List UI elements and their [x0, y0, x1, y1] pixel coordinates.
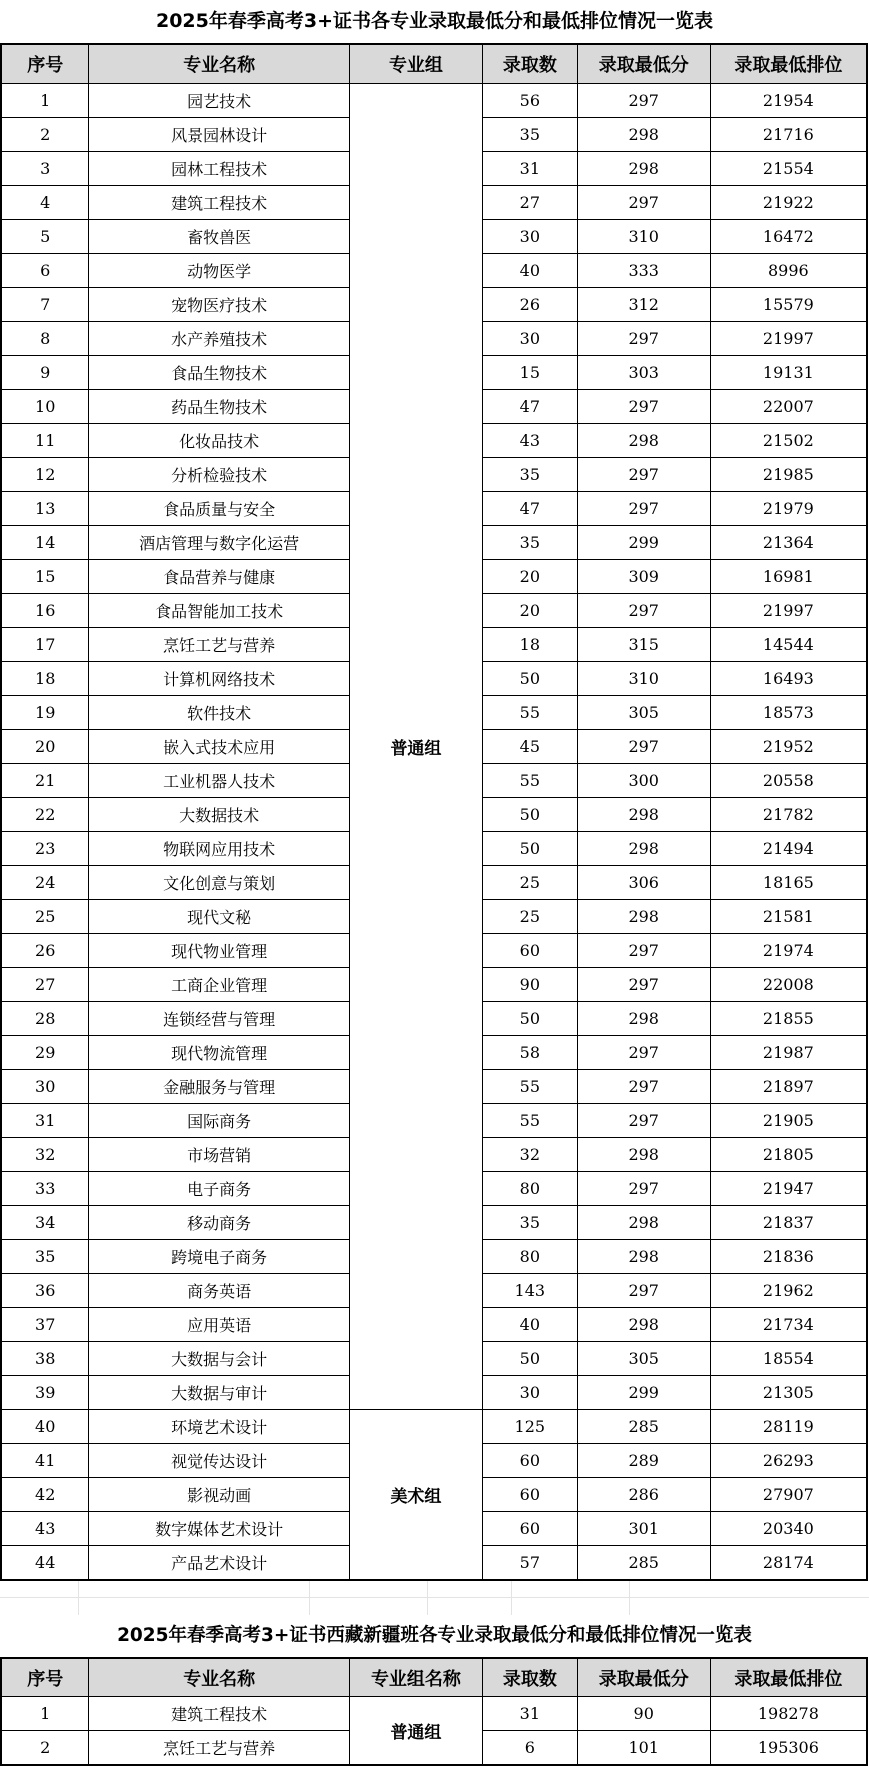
row-index: 1: [1, 84, 89, 118]
row-index: 31: [1, 1104, 89, 1138]
admitted-count: 15: [482, 356, 577, 390]
row-index: 2: [1, 1731, 89, 1766]
min-score: 309: [577, 560, 710, 594]
min-score: 298: [577, 1206, 710, 1240]
min-score: 298: [577, 1240, 710, 1274]
min-score: 297: [577, 1070, 710, 1104]
row-index: 11: [1, 424, 89, 458]
min-score: 298: [577, 1308, 710, 1342]
row-index: 21: [1, 764, 89, 798]
major-name: 园林工程技术: [89, 152, 349, 186]
admitted-count: 50: [482, 832, 577, 866]
admitted-count: 55: [482, 1070, 577, 1104]
xizang-xinjiang-table: [0, 1657, 868, 1766]
row-index: 2: [1, 118, 89, 152]
header-group: 专业组: [349, 44, 482, 84]
min-score: 297: [577, 968, 710, 1002]
admitted-count: 31: [482, 1697, 577, 1731]
admitted-count: 25: [482, 900, 577, 934]
admitted-count: 31: [482, 152, 577, 186]
min-score: 101: [577, 1731, 710, 1766]
row-index: 39: [1, 1376, 89, 1410]
major-name: 工商企业管理: [89, 968, 349, 1002]
admitted-count: 30: [482, 220, 577, 254]
admitted-count: 50: [482, 1002, 577, 1036]
admitted-count: 80: [482, 1240, 577, 1274]
min-rank: 21554: [710, 152, 867, 186]
row-index: 18: [1, 662, 89, 696]
min-score: 305: [577, 696, 710, 730]
major-name: 宠物医疗技术: [89, 288, 349, 322]
min-score: 297: [577, 322, 710, 356]
admitted-count: 57: [482, 1546, 577, 1581]
admitted-count: 50: [482, 662, 577, 696]
major-name: 物联网应用技术: [89, 832, 349, 866]
admitted-count: 35: [482, 118, 577, 152]
min-score: 299: [577, 1376, 710, 1410]
admitted-count: 47: [482, 492, 577, 526]
min-score: 286: [577, 1478, 710, 1512]
min-rank: 22008: [710, 968, 867, 1002]
min-rank: 21836: [710, 1240, 867, 1274]
min-rank: 195306: [710, 1731, 867, 1766]
admitted-count: 55: [482, 696, 577, 730]
major-name: 食品营养与健康: [89, 560, 349, 594]
major-name: 现代文秘: [89, 900, 349, 934]
admitted-count: 35: [482, 526, 577, 560]
min-rank: 18165: [710, 866, 867, 900]
header-min-score: 录取最低分: [577, 44, 710, 84]
admitted-count: 35: [482, 458, 577, 492]
min-score: 297: [577, 730, 710, 764]
min-score: 298: [577, 118, 710, 152]
header-admitted: 录取数: [482, 44, 577, 84]
major-name: 现代物业管理: [89, 934, 349, 968]
header-index: 序号: [1, 44, 89, 84]
min-score: 306: [577, 866, 710, 900]
min-rank: 21985: [710, 458, 867, 492]
min-rank: 21997: [710, 594, 867, 628]
min-rank: 21364: [710, 526, 867, 560]
min-score: 297: [577, 492, 710, 526]
min-rank: 21979: [710, 492, 867, 526]
admitted-count: 30: [482, 1376, 577, 1410]
major-name: 文化创意与策划: [89, 866, 349, 900]
min-score: 297: [577, 1172, 710, 1206]
admitted-count: 6: [482, 1731, 577, 1766]
admitted-count: 26: [482, 288, 577, 322]
major-name: 食品生物技术: [89, 356, 349, 390]
min-score: 298: [577, 1002, 710, 1036]
header-group-name: 专业组名称: [349, 1658, 482, 1697]
table2-header-row: [1, 1658, 867, 1697]
row-index: 19: [1, 696, 89, 730]
major-name: 烹饪工艺与营养: [89, 628, 349, 662]
row-index: 35: [1, 1240, 89, 1274]
min-score: 312: [577, 288, 710, 322]
admitted-count: 20: [482, 594, 577, 628]
min-score: 297: [577, 594, 710, 628]
min-rank: 21855: [710, 1002, 867, 1036]
table2-title: 2025年春季高考3+证书西藏新疆班各专业录取最低分和最低排位情况一览表: [117, 1625, 752, 1646]
admitted-count: 18: [482, 628, 577, 662]
major-name: 分析检验技术: [89, 458, 349, 492]
min-score: 285: [577, 1546, 710, 1581]
admitted-count: 55: [482, 764, 577, 798]
major-name: 风景园林设计: [89, 118, 349, 152]
major-name: 现代物流管理: [89, 1036, 349, 1070]
min-score: 297: [577, 1036, 710, 1070]
min-score: 299: [577, 526, 710, 560]
min-rank: 18554: [710, 1342, 867, 1376]
min-rank: 20340: [710, 1512, 867, 1546]
row-index: 25: [1, 900, 89, 934]
min-rank: 8996: [710, 254, 867, 288]
row-index: 40: [1, 1410, 89, 1444]
min-rank: 28119: [710, 1410, 867, 1444]
major-name: 连锁经营与管理: [89, 1002, 349, 1036]
admitted-count: 90: [482, 968, 577, 1002]
admitted-count: 32: [482, 1138, 577, 1172]
header-major: 专业名称: [89, 1658, 349, 1697]
min-rank: 21954: [710, 84, 867, 118]
admitted-count: 125: [482, 1410, 577, 1444]
min-score: 301: [577, 1512, 710, 1546]
header-min-rank: 录取最低排位: [710, 1658, 867, 1697]
row-index: 23: [1, 832, 89, 866]
header-min-rank: 录取最低排位: [710, 44, 867, 84]
min-score: 297: [577, 1274, 710, 1308]
row-index: 41: [1, 1444, 89, 1478]
min-rank: 21997: [710, 322, 867, 356]
admitted-count: 50: [482, 1342, 577, 1376]
row-index: 43: [1, 1512, 89, 1546]
min-rank: 22007: [710, 390, 867, 424]
major-name: 电子商务: [89, 1172, 349, 1206]
row-index: 32: [1, 1138, 89, 1172]
min-score: 289: [577, 1444, 710, 1478]
row-index: 14: [1, 526, 89, 560]
admitted-count: 60: [482, 1444, 577, 1478]
major-name: 水产养殖技术: [89, 322, 349, 356]
min-rank: 21962: [710, 1274, 867, 1308]
major-name: 产品艺术设计: [89, 1546, 349, 1581]
row-index: 28: [1, 1002, 89, 1036]
major-name: 软件技术: [89, 696, 349, 730]
row-index: 38: [1, 1342, 89, 1376]
major-name: 食品智能加工技术: [89, 594, 349, 628]
major-name: 工业机器人技术: [89, 764, 349, 798]
min-score: 298: [577, 424, 710, 458]
admitted-count: 50: [482, 798, 577, 832]
min-rank: 21494: [710, 832, 867, 866]
table2-body: [1, 1697, 867, 1766]
row-index: 33: [1, 1172, 89, 1206]
group-cell: 普通组: [349, 84, 482, 1410]
min-score: 297: [577, 934, 710, 968]
min-rank: 21805: [710, 1138, 867, 1172]
major-name: 建筑工程技术: [89, 1697, 349, 1731]
row-index: 6: [1, 254, 89, 288]
major-name: 视觉传达设计: [89, 1444, 349, 1478]
major-name: 国际商务: [89, 1104, 349, 1138]
min-score: 298: [577, 832, 710, 866]
row-index: 8: [1, 322, 89, 356]
row-index: 4: [1, 186, 89, 220]
min-rank: 15579: [710, 288, 867, 322]
header-major: 专业名称: [89, 44, 349, 84]
table-row: [1, 84, 867, 118]
admitted-count: 20: [482, 560, 577, 594]
admitted-count: 143: [482, 1274, 577, 1308]
major-name: 食品质量与安全: [89, 492, 349, 526]
admitted-count: 47: [482, 390, 577, 424]
major-name: 大数据与会计: [89, 1342, 349, 1376]
min-rank: 16472: [710, 220, 867, 254]
major-name: 市场营销: [89, 1138, 349, 1172]
min-rank: 21782: [710, 798, 867, 832]
min-rank: 19131: [710, 356, 867, 390]
row-index: 20: [1, 730, 89, 764]
min-rank: 16981: [710, 560, 867, 594]
major-name: 畜牧兽医: [89, 220, 349, 254]
min-rank: 14544: [710, 628, 867, 662]
admitted-count: 35: [482, 1206, 577, 1240]
admitted-count: 27: [482, 186, 577, 220]
row-index: 27: [1, 968, 89, 1002]
row-index: 36: [1, 1274, 89, 1308]
admitted-count: 43: [482, 424, 577, 458]
min-rank: 16493: [710, 662, 867, 696]
min-rank: 21922: [710, 186, 867, 220]
major-name: 金融服务与管理: [89, 1070, 349, 1104]
min-rank: 21974: [710, 934, 867, 968]
table1-title: 2025年春季高考3+证书各专业录取最低分和最低排位情况一览表: [155, 10, 714, 32]
group-cell: 美术组: [349, 1410, 482, 1581]
min-rank: 21837: [710, 1206, 867, 1240]
min-score: 297: [577, 186, 710, 220]
row-index: 22: [1, 798, 89, 832]
min-score: 90: [577, 1697, 710, 1731]
admitted-count: 60: [482, 1478, 577, 1512]
major-name: 移动商务: [89, 1206, 349, 1240]
admitted-count: 80: [482, 1172, 577, 1206]
min-score: 333: [577, 254, 710, 288]
min-rank: 21502: [710, 424, 867, 458]
row-index: 5: [1, 220, 89, 254]
major-name: 商务英语: [89, 1274, 349, 1308]
row-index: 16: [1, 594, 89, 628]
major-name: 酒店管理与数字化运营: [89, 526, 349, 560]
major-name: 大数据技术: [89, 798, 349, 832]
row-index: 9: [1, 356, 89, 390]
row-index: 26: [1, 934, 89, 968]
min-rank: 21987: [710, 1036, 867, 1070]
row-index: 34: [1, 1206, 89, 1240]
major-name: 计算机网络技术: [89, 662, 349, 696]
admitted-count: 56: [482, 84, 577, 118]
min-score: 310: [577, 220, 710, 254]
min-score: 298: [577, 798, 710, 832]
min-rank: 21716: [710, 118, 867, 152]
row-index: 29: [1, 1036, 89, 1070]
min-rank: 21905: [710, 1104, 867, 1138]
min-rank: 28174: [710, 1546, 867, 1581]
admitted-count: 60: [482, 934, 577, 968]
min-score: 300: [577, 764, 710, 798]
admitted-count: 25: [482, 866, 577, 900]
min-rank: 21734: [710, 1308, 867, 1342]
min-score: 297: [577, 84, 710, 118]
min-rank: 21947: [710, 1172, 867, 1206]
admitted-count: 55: [482, 1104, 577, 1138]
admitted-count: 58: [482, 1036, 577, 1070]
min-score: 303: [577, 356, 710, 390]
table1-body: [1, 84, 867, 1581]
min-rank: 20558: [710, 764, 867, 798]
spacer: [0, 1581, 869, 1615]
header-index: 序号: [1, 1658, 89, 1697]
admitted-count: 40: [482, 254, 577, 288]
row-index: 12: [1, 458, 89, 492]
min-rank: 18573: [710, 696, 867, 730]
min-score: 298: [577, 900, 710, 934]
row-index: 42: [1, 1478, 89, 1512]
admitted-count: 40: [482, 1308, 577, 1342]
table1-header-row: [1, 44, 867, 84]
header-min-score: 录取最低分: [577, 1658, 710, 1697]
major-name: 环境艺术设计: [89, 1410, 349, 1444]
major-name: 建筑工程技术: [89, 186, 349, 220]
row-index: 13: [1, 492, 89, 526]
min-rank: 21897: [710, 1070, 867, 1104]
row-index: 7: [1, 288, 89, 322]
admitted-count: 30: [482, 322, 577, 356]
major-name: 药品生物技术: [89, 390, 349, 424]
major-name: 化妆品技术: [89, 424, 349, 458]
header-admitted: 录取数: [482, 1658, 577, 1697]
min-score: 297: [577, 1104, 710, 1138]
min-score: 305: [577, 1342, 710, 1376]
row-index: 24: [1, 866, 89, 900]
min-score: 298: [577, 1138, 710, 1172]
row-index: 17: [1, 628, 89, 662]
row-index: 30: [1, 1070, 89, 1104]
admitted-count: 45: [482, 730, 577, 764]
min-score: 315: [577, 628, 710, 662]
major-name: 数字媒体艺术设计: [89, 1512, 349, 1546]
min-score: 310: [577, 662, 710, 696]
row-index: 37: [1, 1308, 89, 1342]
table-row: [1, 1410, 867, 1444]
major-name: 烹饪工艺与营养: [89, 1731, 349, 1766]
row-index: 10: [1, 390, 89, 424]
major-name: 动物医学: [89, 254, 349, 288]
row-index: 3: [1, 152, 89, 186]
table-row: [1, 1697, 867, 1731]
major-name: 应用英语: [89, 1308, 349, 1342]
major-name: 嵌入式技术应用: [89, 730, 349, 764]
row-index: 1: [1, 1697, 89, 1731]
admitted-count: 60: [482, 1512, 577, 1546]
min-rank: 21581: [710, 900, 867, 934]
major-name: 跨境电子商务: [89, 1240, 349, 1274]
min-score: 298: [577, 152, 710, 186]
major-name: 影视动画: [89, 1478, 349, 1512]
min-rank: 21305: [710, 1376, 867, 1410]
row-index: 44: [1, 1546, 89, 1581]
row-index: 15: [1, 560, 89, 594]
min-score: 297: [577, 390, 710, 424]
admission-table: [0, 43, 868, 1581]
min-score: 297: [577, 458, 710, 492]
major-name: 大数据与审计: [89, 1376, 349, 1410]
min-rank: 26293: [710, 1444, 867, 1478]
min-score: 285: [577, 1410, 710, 1444]
min-rank: 27907: [710, 1478, 867, 1512]
group-cell: 普通组: [349, 1697, 482, 1766]
min-rank: 198278: [710, 1697, 867, 1731]
major-name: 园艺技术: [89, 84, 349, 118]
min-rank: 21952: [710, 730, 867, 764]
